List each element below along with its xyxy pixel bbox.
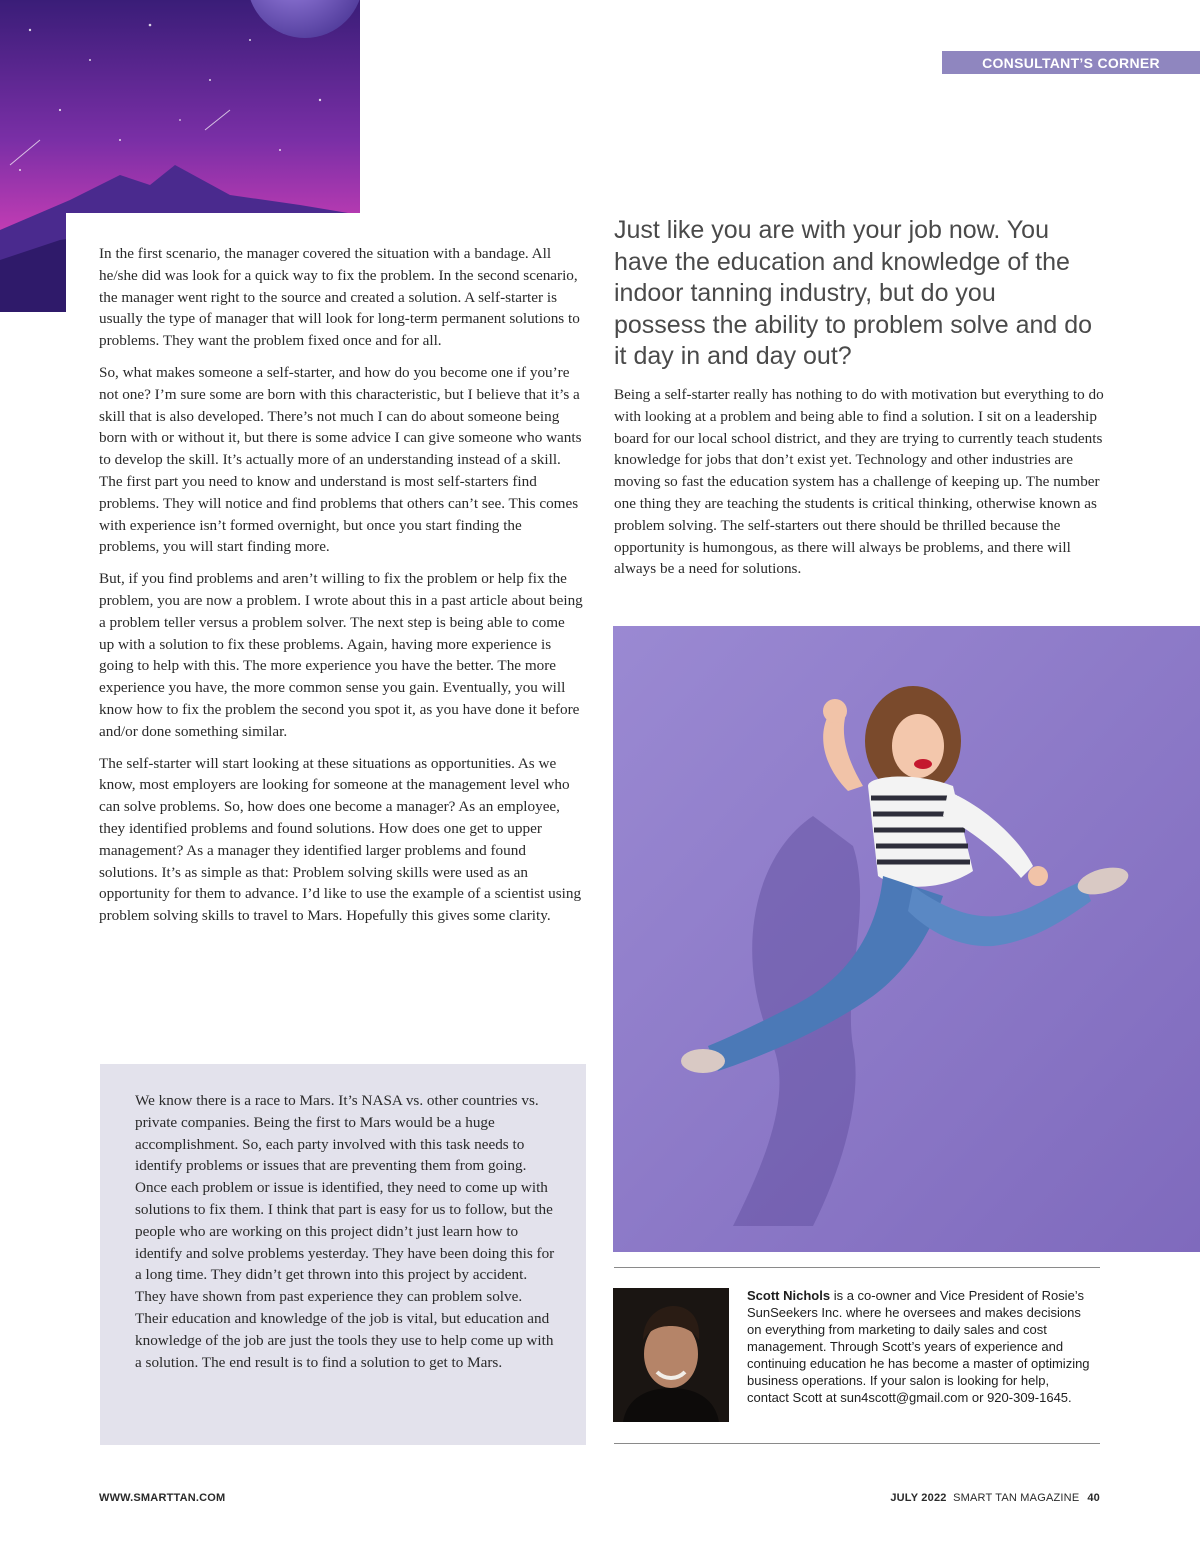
sidebar-box	[100, 1064, 586, 1445]
left-column	[99, 243, 583, 937]
pull-quote: Just like you are with your job now. You have the education and knowledge of the indoor tanning industry, but do you possess the ability to problem solve and do it day in and day out?	[614, 216, 1093, 371]
author-photo	[613, 1288, 729, 1422]
author-bio	[747, 1287, 1092, 1406]
footer-website: WWW.SMARTTAN.COM	[99, 1492, 226, 1504]
divider-rule	[614, 1267, 1100, 1268]
right-column	[614, 384, 1104, 590]
author-name: Scott Nichols	[747, 1288, 831, 1303]
author-bio-text: is a co-owner and Vice President of Rosie’s SunSeekers Inc. where he oversees and makes decisions on everything from marketing to daily sales and cost management. Through Scott’s years of experience and continuing education he has become a master of optimizing business operations. If your salon is looking for help, contact Scott at sun4scott@gmail.com or 920-309-1645.	[747, 1288, 1090, 1405]
divider-rule	[614, 1443, 1100, 1444]
sidebar-text: We know there is a race to Mars. It’s NASA vs. other countries vs. private companies. Being the first to Mars would be a huge accomplishment. So, each party involved with this task needs to identify problems or issues that are preventing them from going. Once each problem or issue is identified, they need to come up with solutions to fix them. I think that part is easy for us to follow, but the people who are working on this project didn’t just learn how to identify and solve problems yesterday. They have been doing this for a long time. They didn’t get thrown into this project by accident. They have shown from past experience they can problem solve. Their education and knowledge of the job is vital, but education and knowledge of the job are just the tools they use to help come up with a solution. The end result is to find a solution to get to Mars.	[135, 1092, 555, 1371]
body-paragraph: In the first scenario, the manager covered the situation with a bandage. All he/she did was look for a quick way to fix the problem. In the second scenario, the manager went right to the source and created a solution. A self-starter is usually the type of manager that will look for long-term permanent solutions to problems. They want the problem fixed once and for all.	[99, 245, 580, 350]
feature-photo	[613, 626, 1200, 1252]
footer-issue-info	[890, 1492, 1100, 1504]
footer-magazine: SMART TAN MAGAZINE	[953, 1492, 1080, 1504]
section-tag: CONSULTANT’S CORNER	[942, 51, 1200, 74]
body-paragraph: Being a self-starter really has nothing to do with motivation but everything to do with looking at a problem and being able to find a solution. I sit on a leadership board for our local school district, and they are trying to currently teach students knowledge for jobs that don’t exist yet. Technology and other industries are moving so fast the education system has a challenge of keeping up. The number one thing they are teaching the students is critical thinking, otherwise known as problem solving. The self-starters out there should be thrilled because the opportunity is humongous, as there will always be problems, and there will always be a need for solutions.	[614, 386, 1104, 578]
body-paragraph: The self-starter will start looking at these situations as opportunities. As we know, most employers are looking for someone at the management level who can solve problems. So, how does one become a manager? As an employee, they identified problems and found solutions. How does one get to upper management? As a manager they identified larger problems and found solutions. It’s as simple as that: Problem solving skills were used as an opportunity for them to advance. I’d like to use the example of a scientist using problem solving skills to travel to Mars. Hopefully this gives some clarity.	[99, 754, 582, 925]
page-number: 40	[1087, 1492, 1100, 1504]
body-paragraph: So, what makes someone a self-starter, and how do you become one if you’re not one? I’m sure some are born with this characteristic, but I believe that it’s a skill that is also developed. There’s not much I can do about someone being born with or without it, but there is some advice I can give someone who wants to develop the skill. It’s actually more of an understanding instead of a skill. The first part you need to know and understand is most self-starters find problems. They will notice and find problems that others can’t see. This comes with experience isn’t formed overnight, but once you start finding the problems, you will start finding more.	[99, 363, 582, 556]
body-paragraph: But, if you find problems and aren’t willing to fix the problem or help fix the problem, you are now a problem. I wrote about this in a past article about being a problem teller versus a problem solver. The next step is being able to come up with a solution to fix these problems. Again, having more experience is going to help with this. The more experience you have the better. The more experience you have, the more common sense you gain. Eventually, you will know how to fix the problem the second you spot it, as you have done it before and/or done something similar.	[99, 570, 583, 740]
footer-issue: JULY 2022	[890, 1492, 947, 1504]
